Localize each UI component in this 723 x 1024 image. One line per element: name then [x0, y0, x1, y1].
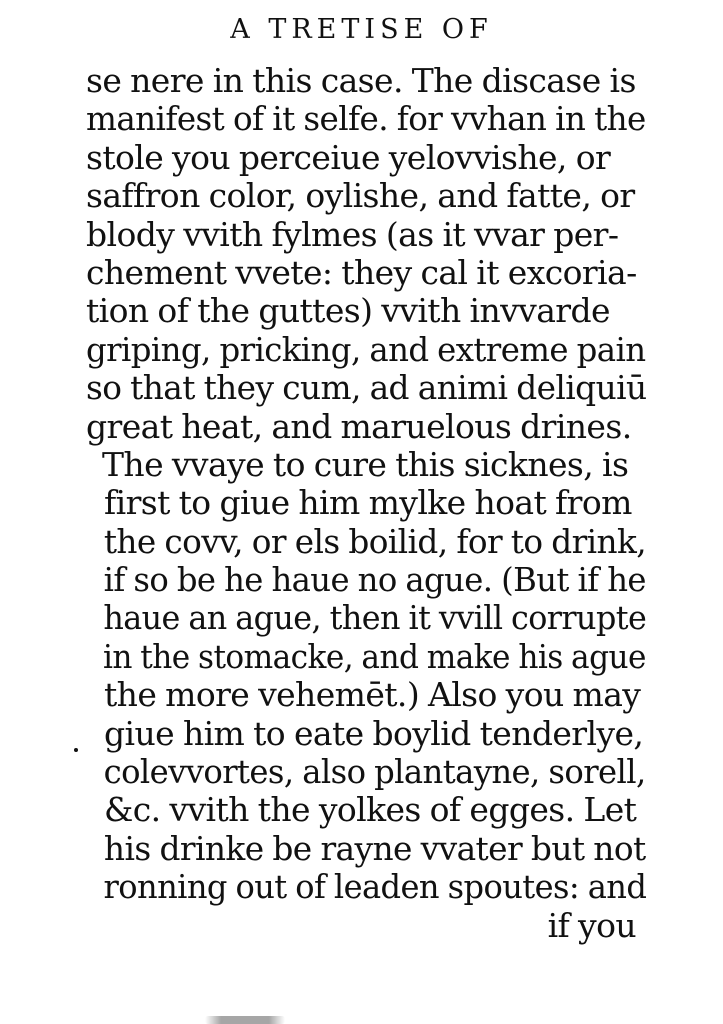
text-line: saffron color, oylishe, and fatte, or: [86, 176, 635, 216]
text-line: in the stomacke, and make his ague: [102, 636, 646, 676]
text-line: his drinke be rayne vvater but not: [103, 828, 646, 868]
text-line: griping, pricking, and extreme pain: [86, 329, 646, 369]
text-line: blody vvith fylmes (as it vvar per-: [86, 214, 619, 254]
text-line: great heat, and maruelous drines.: [86, 406, 632, 446]
body-text: [86, 62, 646, 945]
catchword: if you: [547, 905, 636, 945]
text-line: haue an ague, then it vvill corrupte: [103, 598, 647, 638]
text-line: chement vvete: they cal it excoria-: [86, 252, 637, 292]
text-line: &c. vvith the yolkes of egges. Let: [104, 790, 637, 830]
text-line: colevvortes, also plantayne, sorell,: [103, 752, 646, 792]
text-line: se nere in this case. The discase is: [86, 61, 636, 100]
text-line: tion of the guttes) vvith invvarde: [86, 291, 610, 331]
text-line: giue him to eate boylid tenderlye,: [104, 713, 644, 753]
text-line: The vvaye to cure this sicknes, is: [102, 444, 629, 484]
text-line: ronning out of leaden spoutes: and: [103, 867, 647, 907]
bottom-ink-smudge: [205, 1016, 285, 1024]
text-line: first to giue him mylke hoat from: [104, 483, 632, 523]
text-line: manifest of it selfe. for vvhan in the: [86, 99, 646, 139]
text-line: the covv, or els boilid, for to drink,: [103, 521, 647, 561]
margin-dot-mark: [74, 748, 78, 752]
text-line: if so be he haue no ague. (But if he: [103, 560, 646, 600]
text-line: so that they cum, ad animi deliquiū: [86, 368, 647, 408]
text-line: stole you perceiue yelovvishe, or: [86, 137, 611, 177]
running-head: A TRETISE OF: [230, 14, 493, 45]
text-line: the more vehemēt.) Also you may: [104, 675, 641, 715]
